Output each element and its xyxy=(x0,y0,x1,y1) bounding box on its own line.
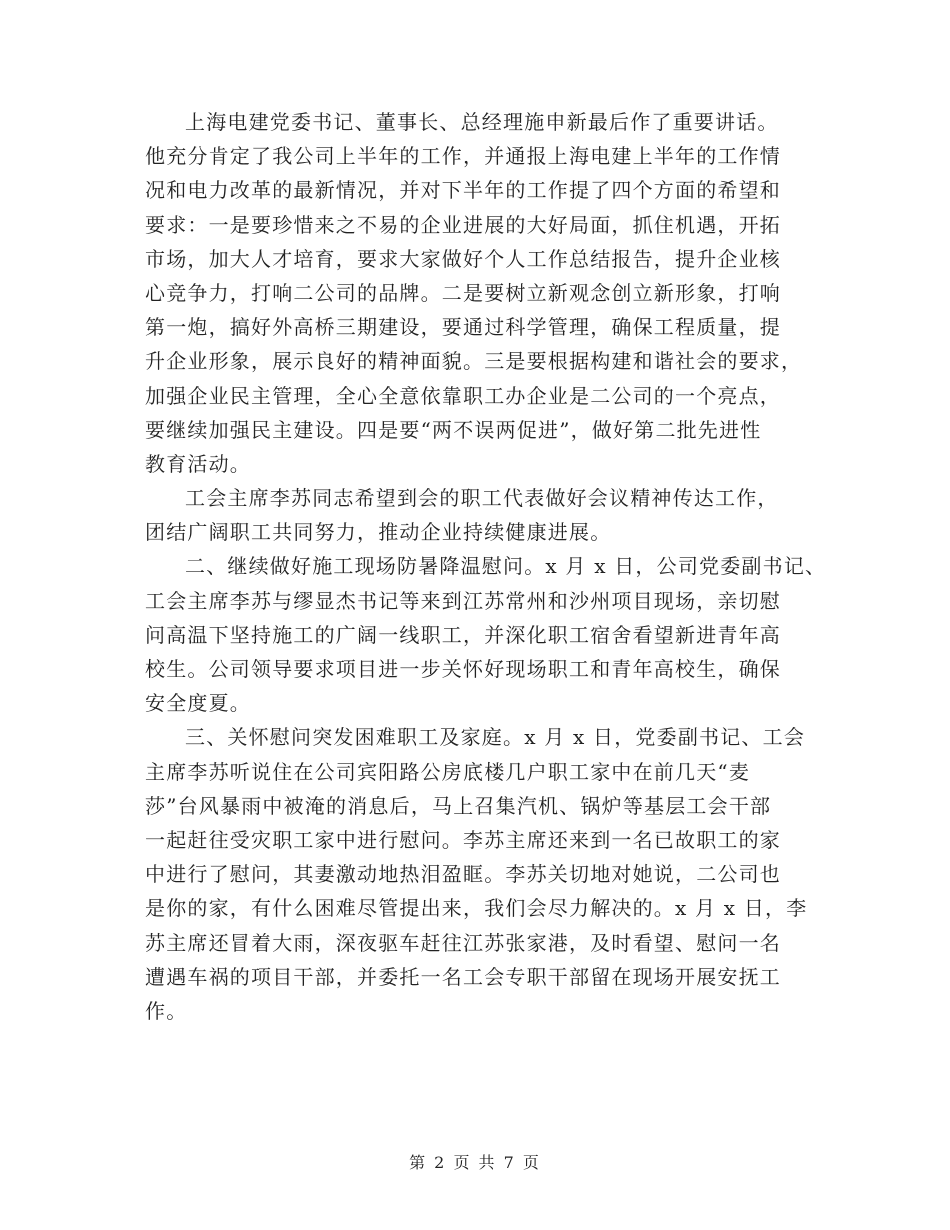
paragraph-line: 市场，加大人才培育，要求大家做好个人工作总结报告，提升企业核 xyxy=(145,246,781,271)
paragraph-line: 莎”台风暴雨中被淹的消息后，马上召集汽机、锅炉等基层工会干部 xyxy=(145,793,772,818)
paragraph-line: 遭遇车祸的项目干部，并委托一名工会专职干部留在现场开展安抚工 xyxy=(145,964,781,989)
page-number-footer: 第 2 页 共 7 页 xyxy=(409,1153,541,1172)
paragraph-line: 加强企业民主管理，全心全意依靠职工办企业是二公司的一个亮点， xyxy=(145,383,781,408)
paragraph-line: 工会主席李苏同志希望到会的职工代表做好会议精神传达工作， xyxy=(185,486,779,511)
paragraph-line: 中进行了慰问，其妻激动地热泪盈眶。李苏关切地对她说，二公司也 xyxy=(145,862,781,887)
paragraph-line: 作。 xyxy=(145,998,188,1023)
paragraph-line: 是你的家，有什么困难尽管提出来，我们会尽力解决的。x 月 x 日，李 xyxy=(145,896,808,921)
paragraph-line: 教育活动。 xyxy=(145,451,251,476)
paragraph-line: 问高温下坚持施工的广阔一线职工，并深化职工宿舍看望新进青年高 xyxy=(145,622,781,647)
paragraph-line: 工会主席李苏与缪显杰书记等来到江苏常州和沙州项目现场，亲切慰 xyxy=(145,588,781,613)
paragraph-line: 主席李苏听说住在公司宾阳路公房底楼几户职工家中在前几天“麦 xyxy=(145,759,751,784)
paragraph-line: 要求：一是要珍惜来之不易的企业进展的大好局面，抓住机遇，开拓 xyxy=(145,212,781,237)
paragraph-line: 安全度夏。 xyxy=(145,691,251,716)
paragraph-line: 三、关怀慰问突发困难职工及家庭。x 月 x 日，党委副书记、工会 xyxy=(185,725,806,750)
paragraph-line: 上海电建党委书记、董事长、总经理施申新最后作了重要讲话。 xyxy=(185,110,779,134)
paragraph-line: 他充分肯定了我公司上半年的工作，并通报上海电建上半年的工作情 xyxy=(145,144,781,169)
paragraph-line: 二、继续做好施工现场防暑降温慰问。x 月 x 日，公司党委副书记、 xyxy=(185,554,827,579)
paragraph-line: 心竞争力，打响二公司的品牌。二是要树立新观念创立新形象，打响 xyxy=(145,280,781,305)
paragraph-line: 一起赶往受灾职工家中进行慰问。李苏主席还来到一名已故职工的家 xyxy=(145,827,781,852)
paragraph-line: 苏主席还冒着大雨，深夜驱车赶往江苏张家港，及时看望、慰问一名 xyxy=(145,930,781,955)
paragraph-line: 升企业形象，展示良好的精神面貌。三是要根据构建和谐社会的要求， xyxy=(145,349,803,374)
paragraph-line: 校生。公司领导要求项目进一步关怀好现场职工和青年高校生，确保 xyxy=(145,657,781,681)
paragraph-line: 第一炮，搞好外高桥三期建设，要通过科学管理，确保工程质量，提 xyxy=(145,315,781,340)
body-text xyxy=(145,105,825,1028)
paragraph-line: 团结广阔职工共同努力，推动企业持续健康进展。 xyxy=(145,520,612,545)
paragraph-line: 要继续加强民主建设。四是要“两不误两促进”，做好第二批先进性 xyxy=(145,417,762,442)
paragraph-line: 况和电力改革的最新情况，并对下半年的工作提了四个方面的希望和 xyxy=(145,178,781,203)
